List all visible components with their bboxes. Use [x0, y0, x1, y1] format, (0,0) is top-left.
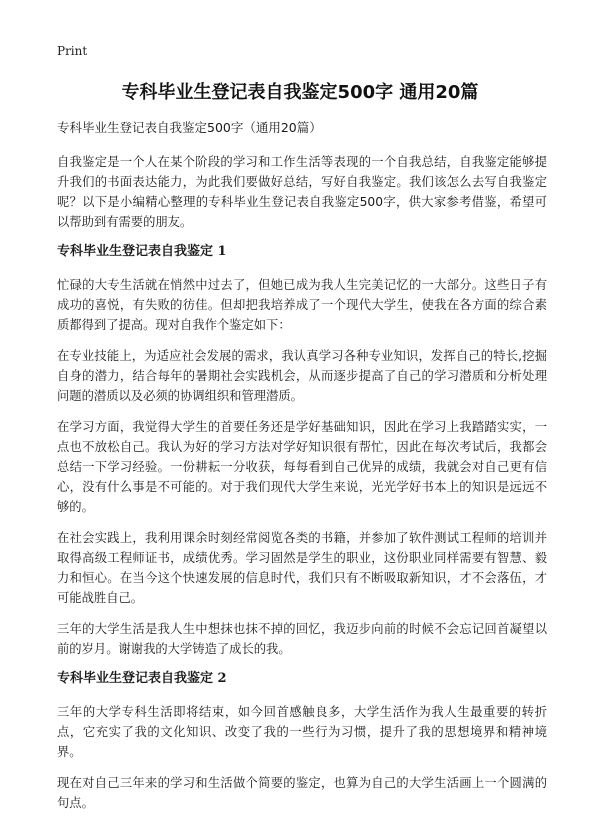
page-title: 专科毕业生登记表自我鉴定500字 通用20篇	[121, 82, 479, 103]
paragraph: 三年的大学生活是我人生中想抹也抹不掉的回忆，我迈步向前的时候不会忘记回首凝望以前的岁月。谢谢我的大学铸造了成长的我。	[57, 622, 547, 656]
intro-paragraph: 自我鉴定是一个人在某个阶段的学习和工作生活等表现的一个自我总结，自我鉴定能够提升我们的书面表达能力，为此我们要做好总结，写好自我鉴定。我们该怎么去写自我鉴定呢？以下是小编精心整理的专科毕业生登记表自我鉴定500字，供大家参考借鉴，希望可以帮助到有需要的朋友。	[57, 155, 547, 229]
paragraph: 在社会实践上，我利用课余时刻经常阅览各类的书籍，并参加了软件测试工程师的培训并取得高级工程师证书，成绩优秀。学习固然是学生的职业，这份职业同样需要有智慧、毅力和恒心。在当今这个快速发展的信息时代，我们只有不断吸取新知识，才不会落伍，才可能战胜自己。	[57, 531, 547, 605]
document-body	[57, 118, 547, 824]
paragraph: 三年的大学专科生活即将结束，如今回首感触良多，大学生活作为我人生最重要的转折点，它充实了我的文化知识、改变了我的一些行为习惯，提升了我的思想境界和精神境界。	[57, 705, 547, 759]
section-heading: 专科毕业生登记表自我鉴定 2	[57, 671, 227, 686]
paragraph: 在学习方面，我觉得大学生的首要任务还是学好基础知识，因此在学习上我踏踏实实，一点也不放松自己。我认为好的学习方法对学好知识很有帮忙，因此在每次考试后，我都会总结一下学习经验。一份耕耘一分收获，每每看到自己优异的成绩，我就会对自己更有信心，没有什么事是不可能的。对于我们现代大学生来说，光光学好书本上的知识是远远不够的。	[57, 420, 547, 514]
paragraph: 现在对自己三年来的学习和生活做个简要的鉴定，也算为自己的大学生活画上一个圆满的句点。	[57, 776, 547, 810]
paragraph: 在专业技能上，为适应社会发展的需求，我认真学习各种专业知识，发挥自己的特长,挖掘自身的潜力，结合每年的暑期社会实践机会，从而逐步提高了自己的学习潜质和分析处理问题的潜质以及必须的协调组织和管理潜质。	[57, 349, 547, 403]
print-link[interactable]: Print	[57, 44, 88, 58]
paragraph: 忙碌的大专生活就在悄然中过去了，但她已成为我人生完美记忆的一大部分。这些日子有成功的喜悦，有失败的彷佳。但却把我培养成了一个现代大学生，使我在各方面的综合素质都得到了提高。现对自我作个鉴定如下：	[57, 278, 547, 332]
section-heading: 专科毕业生登记表自我鉴定 1	[57, 244, 227, 259]
document-subtitle: 专科毕业生登记表自我鉴定500字（通用20篇）	[57, 120, 322, 135]
section-1	[57, 243, 547, 659]
section-2	[57, 670, 547, 813]
